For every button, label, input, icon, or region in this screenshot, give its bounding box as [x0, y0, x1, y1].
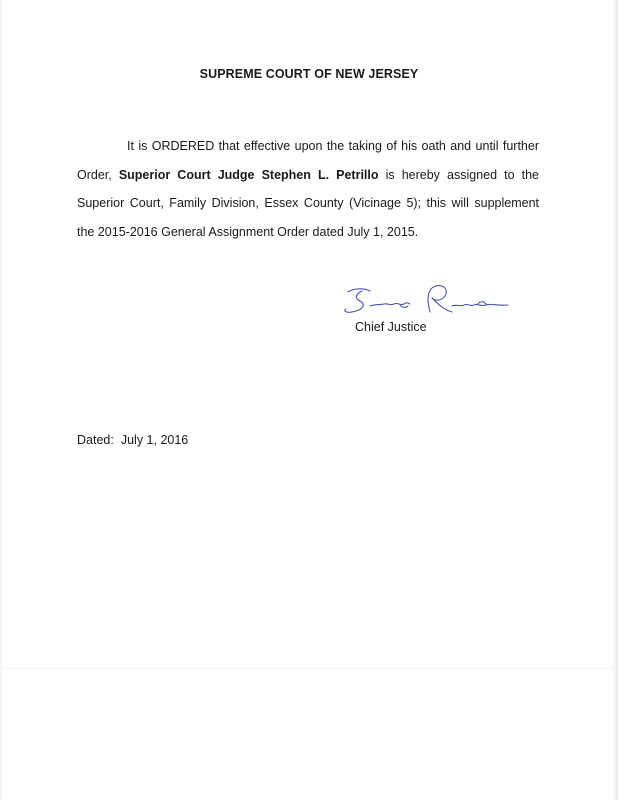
signature-title: Chief Justice: [355, 320, 427, 334]
signature-stroke-7: [478, 302, 486, 304]
scan-edge-right: [612, 0, 618, 800]
scan-artifact-line: [0, 668, 618, 669]
dated-value: July 1, 2016: [120, 433, 189, 447]
judge-name: Superior Court Judge Stephen L. Petrillo: [118, 167, 379, 182]
signature-stroke-2: [370, 303, 410, 306]
scan-edge-left: [0, 0, 3, 800]
dated-line: [77, 433, 188, 447]
signature-stroke-6: [452, 304, 508, 306]
signature-stroke-3: [400, 305, 408, 307]
chief-justice-signature: [340, 282, 515, 322]
dated-label: Dated:: [77, 433, 114, 447]
order-text-intro: It is ORDERED that effective upon the taking of his oath and until further Order,: [77, 139, 539, 182]
order-text-rest: is hereby assigned to the Superior Court, Family Division, Essex County (Vicinage 5); this will supplement the 2015-2016 General Assignment Order dated July 1, 2015.: [77, 167, 539, 239]
order-paragraph: [77, 132, 539, 246]
court-heading: SUPREME COURT OF NEW JERSEY: [199, 67, 419, 81]
signature-stroke-1: [345, 289, 370, 312]
